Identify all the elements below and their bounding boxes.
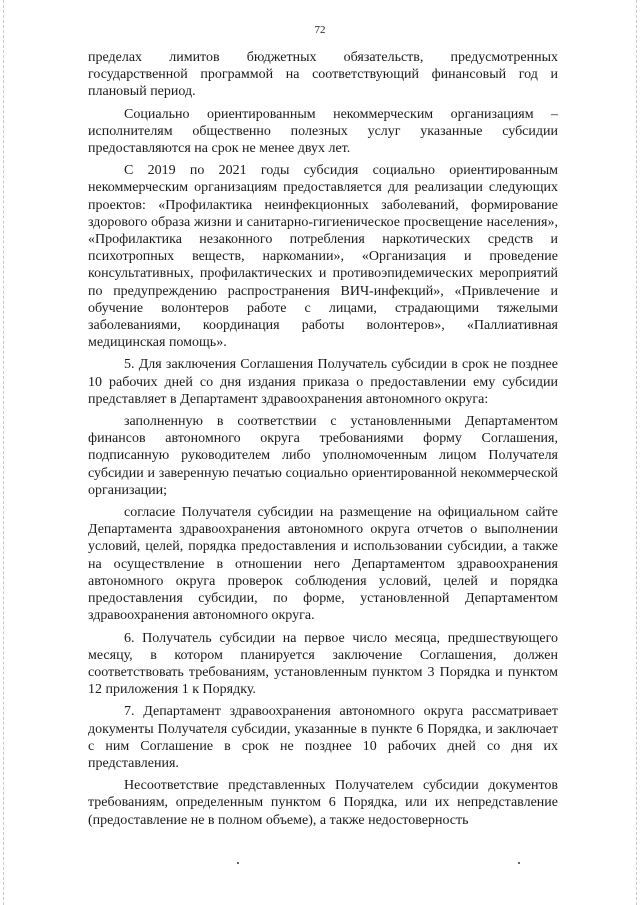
paragraph-item-7: 7. Департамент здравоохранения автономного округа рассматривает документы Получателя субсидии, указанные в пункте 6 Порядка, и заключает с ним Соглашение в срок не позднее 10 рабочих дней со дня их представления. [88, 704, 558, 771]
scan-edge-right [636, 0, 637, 905]
paragraph-item-5: 5. Для заключения Соглашения Получатель субсидии в срок не позднее 10 рабочих дней со дня издания приказа о предоставлении ему субсидии представляет в Департамент здравоохранения автономного округа: [88, 357, 558, 407]
document-body [88, 49, 558, 834]
scan-edge-left [3, 0, 4, 905]
paragraph-projects-2019-2021: С 2019 по 2021 годы субсидия социально ориентированным некоммерческим организациям предоставляется для реализации следующих проектов: «Профилактика неинфекционных заболеваний, формирование здорового образа жизни и санитарно-гигиеническое просвещение населения», «Профилактика незаконного потребления наркотических средств и психотропных веществ, наркомании», «Организация и проведение консультативных, профилактических и противоэпидемических мероприятий по предупреждению распространения ВИЧ-инфекций», «Привлечение и обучение волонтеров работе с лицами, страдающими тяжелыми заболеваниями, координация работы волонтеров», «Паллиативная медицинская помощь». [88, 163, 558, 351]
paragraph-item-6: 6. Получатель субсидии на первое число месяца, предшествующего месяцу, в котором планируется заключение Соглашения, должен соответствовать требованиям, установленным пунктом 3 Порядка и пунктом 12 приложения 1 к Порядку. [88, 630, 558, 698]
paragraph-noncompliance: Несоответствие представленных Получателем субсидии документов требованиям, определенным пунктом 6 Порядка, или их непредставление (предоставление не в полном объеме), а также недостоверность [88, 778, 558, 828]
paragraph-sonko-term: Социально ориентированным некоммерческим организациям – исполнителям общественно полезных услуг указанные субсидии предоставляются на срок не менее двух лет. [88, 106, 558, 157]
page-number: 72 [314, 24, 326, 36]
scan-speck [237, 862, 239, 864]
paragraph-continuation: пределах лимитов бюджетных обязательств, предусмотренных государственной программой на соответствующий финансовый год и плановый период. [88, 50, 558, 100]
paragraph-agreement-form: заполненную в соответствии с установленными Департаментом финансов автономного округа требованиями форму Соглашения, подписанную руководителем либо уполномоченным лицом Получателя субсидии и заверенную печатью социально ориентированной некоммерческой организации; [88, 414, 558, 498]
paragraph-consent: согласие Получателя субсидии на размещение на официальном сайте Департамента здравоохранения автономного округа отчетов о выполнении условий, целей, порядка предоставления и использовании субсидии, а также на осуществление в отношении него Департаментом здравоохранения автономного округа проверок соблюдения условий, целей и порядка предоставления субсидии, по форме, установленной Департаментом здравоохранения автономного округа. [88, 505, 558, 624]
scan-speck [518, 862, 520, 864]
